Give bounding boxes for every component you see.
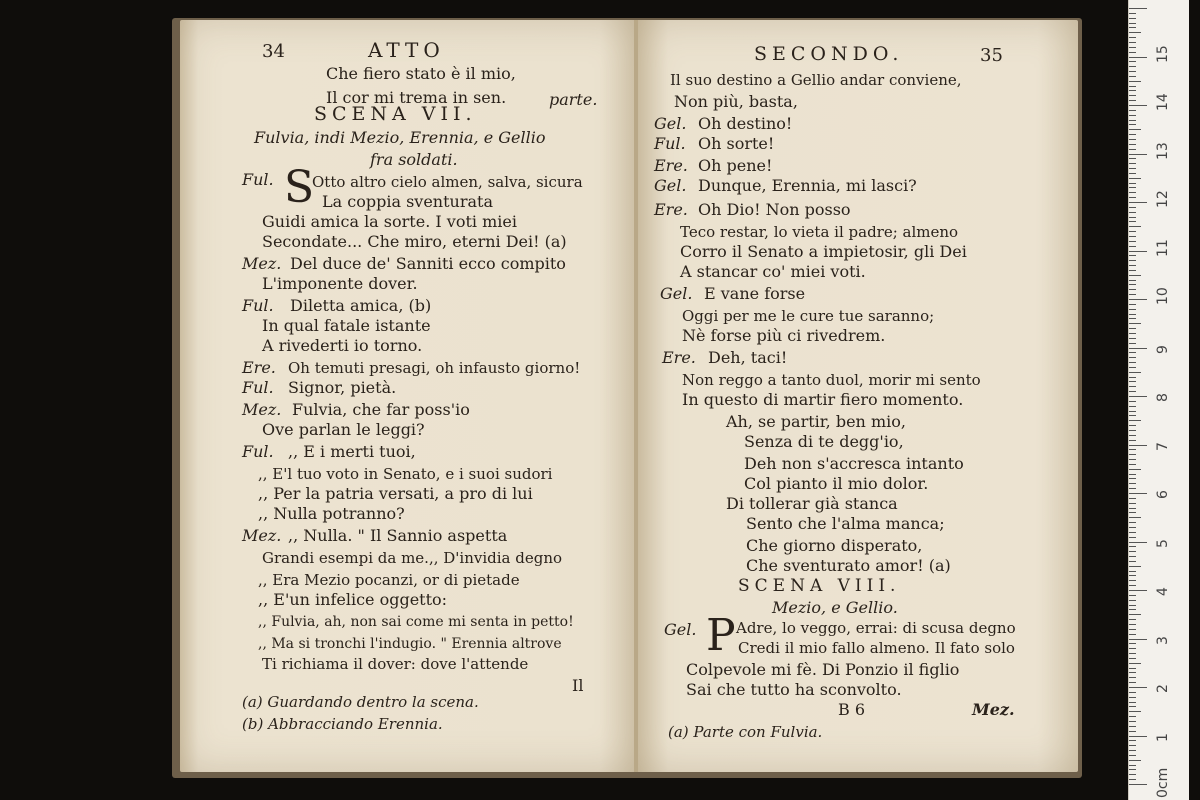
ruler-tick: [1129, 260, 1136, 261]
ruler-tick: [1129, 687, 1147, 688]
ruler-tick: [1129, 779, 1136, 780]
text-line: Otto altro cielo almen, salva, sicura: [312, 173, 583, 191]
ruler-label: 6: [1155, 490, 1171, 499]
scene-characters: fra soldati.: [370, 150, 458, 169]
text-line: Di tollerar già stanca: [726, 494, 898, 513]
ruler-tick: [1129, 614, 1141, 615]
ruler-tick: [1129, 571, 1136, 572]
text-line: ,, Fulvia, ah, non sai come mi senta in petto!: [258, 614, 574, 630]
text-line: A stancar co' miei voti.: [680, 262, 866, 281]
ruler-tick: [1129, 183, 1136, 184]
ruler-tick: [1129, 736, 1147, 737]
ruler-tick: [1129, 415, 1136, 416]
ruler-tick: [1129, 270, 1136, 271]
text-line: Che giorno disperato,: [746, 536, 923, 555]
text-line: Del duce de' Sanniti ecco compito: [290, 254, 566, 273]
scene-characters: Fulvia, indi Mezio, Erennia, e Gellio: [254, 128, 546, 147]
ruler-tick: [1129, 692, 1136, 693]
scene-heading: SCENA VIII.: [738, 576, 901, 596]
ruler-tick: [1129, 396, 1147, 397]
text-line: Oh pene!: [698, 156, 773, 175]
ruler-tick: [1129, 483, 1136, 484]
ruler-tick: [1129, 517, 1141, 518]
ruler-tick: [1129, 769, 1136, 770]
text-line: Il suo destino a Gellio andar conviene,: [670, 71, 962, 89]
ruler-tick: [1129, 280, 1136, 281]
text-line: Ove parlan le leggi?: [262, 420, 425, 439]
ruler-label: 9: [1155, 344, 1171, 354]
text-line: Non più, basta,: [674, 92, 798, 111]
text-line: A rivederti io torno.: [262, 336, 423, 355]
ruler-tick: [1129, 600, 1136, 601]
ruler-tick: [1129, 425, 1136, 426]
ruler-tick: [1129, 639, 1147, 640]
ruler-tick: [1129, 648, 1136, 649]
footnote: (a) Guardando dentro la scena.: [242, 693, 479, 711]
ruler-tick: [1129, 406, 1136, 407]
ruler-tick: [1129, 474, 1136, 475]
ruler-tick: [1129, 512, 1136, 513]
ruler-tick: [1129, 197, 1136, 198]
speaker-label: Ful.: [242, 378, 274, 397]
text-line: Col pianto il mio dolor.: [744, 474, 929, 493]
ruler-tick: [1129, 711, 1141, 712]
text-line: Oh sorte!: [698, 134, 775, 153]
ruler-tick: [1129, 721, 1136, 722]
ruler-tick: [1129, 386, 1136, 387]
text-line: Ah, se partir, ben mio,: [726, 412, 906, 431]
ruler-tick: [1129, 430, 1136, 431]
ruler-label: 0cm: [1155, 767, 1171, 798]
speaker-label: Gel.: [660, 284, 693, 303]
ruler-tick: [1129, 532, 1136, 533]
text-line: Ti richiama il dover: dove l'attende: [262, 655, 529, 673]
text-line: Senza di te degg'io,: [744, 432, 904, 451]
ruler-tick: [1129, 362, 1136, 363]
right-running-head: SECONDO.: [754, 43, 904, 65]
text-line: Deh non s'accresca intanto: [744, 454, 964, 473]
text-line: Credi il mio fallo almeno. Il fato solo: [738, 639, 1015, 657]
ruler-tick: [1129, 643, 1136, 644]
ruler-tick: [1129, 653, 1136, 654]
speaker-label: Mez.: [242, 526, 282, 545]
ruler-tick: [1129, 774, 1136, 775]
ruler-tick: [1129, 27, 1136, 28]
ruler-tick: [1129, 57, 1147, 58]
ruler-tick: [1129, 556, 1136, 557]
left-page-number: 34: [262, 41, 285, 62]
ruler-tick: [1129, 129, 1141, 130]
speaker-label: Gel.: [654, 114, 687, 133]
ruler-tick: [1129, 449, 1136, 450]
ruler-tick: [1129, 163, 1136, 164]
ruler-tick: [1129, 90, 1136, 91]
text-line: E vane forse: [704, 284, 806, 303]
text-line: ,, Per la patria versati, a pro di lui: [258, 484, 533, 503]
ruler-tick: [1129, 561, 1136, 562]
text-line: Secondate... Che miro, eterni Dei! (a): [262, 232, 567, 251]
ruler-label: 7: [1155, 441, 1171, 451]
ruler-tick: [1129, 309, 1136, 310]
ruler-tick: [1129, 299, 1147, 300]
ruler-label: 10: [1155, 287, 1171, 305]
ruler-tick: [1129, 178, 1141, 179]
ruler-tick: [1129, 546, 1136, 547]
speaker-label: Ere.: [654, 156, 688, 175]
ruler-tick: [1129, 333, 1136, 334]
text-line: ,, Ma si tronchi l'indugio. " Erennia altrove: [258, 636, 562, 652]
ruler-tick: [1129, 304, 1136, 305]
ruler-tick: [1129, 435, 1136, 436]
ruler-tick: [1129, 284, 1136, 285]
ruler-tick: [1129, 522, 1136, 523]
ruler-tick: [1129, 149, 1136, 150]
ruler-tick: [1129, 784, 1147, 785]
left-running-head: ATTO: [368, 38, 445, 62]
ruler-label: 13: [1155, 141, 1171, 160]
ruler-tick: [1129, 100, 1136, 101]
ruler-tick: [1129, 682, 1136, 683]
ruler-label: 1: [1155, 732, 1171, 742]
ruler-tick: [1129, 81, 1141, 82]
ruler-tick: [1129, 454, 1136, 455]
text-line: Diletta amica, (b): [290, 296, 432, 315]
ruler-tick: [1129, 231, 1136, 232]
ruler-tick: [1129, 139, 1136, 140]
speaker-label: Ful.: [242, 442, 274, 461]
text-line: Oggi per me le cure tue saranno;: [682, 307, 935, 325]
ruler-tick: [1129, 357, 1136, 358]
ruler-tick: [1129, 663, 1141, 664]
ruler-label: 5: [1155, 538, 1171, 548]
text-line: ,, Nulla. " Il Sannio aspetta: [288, 526, 508, 545]
ruler-label: 3: [1155, 635, 1171, 645]
ruler-tick: [1129, 411, 1136, 412]
ruler-tick: [1129, 173, 1136, 174]
ruler-tick: [1129, 168, 1136, 169]
ruler-tick: [1129, 18, 1136, 19]
text-line: ,, E i merti tuoi,: [288, 442, 416, 461]
ruler-tick: [1129, 760, 1141, 761]
ruler-tick: [1129, 629, 1136, 630]
text-line: Sento che l'alma manca;: [746, 514, 945, 533]
speaker-label: Ful.: [654, 134, 686, 153]
ruler-tick: [1129, 110, 1136, 111]
ruler-tick: [1129, 71, 1136, 72]
text-line: ,, E'un infelice oggetto:: [258, 590, 448, 609]
stage-direction: parte.: [549, 90, 598, 109]
ruler-tick: [1129, 251, 1147, 252]
text-line: ,, Era Mezio pocanzi, or di pietade: [258, 571, 520, 589]
catchword: Il: [572, 676, 584, 695]
text-line: ,, E'l tuo voto in Senato, e i suoi sudori: [258, 465, 553, 483]
ruler-tick: [1129, 255, 1136, 256]
text-line: La coppia sventurata: [322, 192, 493, 211]
speaker-label: Ere.: [242, 358, 276, 377]
ruler-tick: [1129, 246, 1136, 247]
ruler-tick: [1129, 464, 1136, 465]
ruler-tick: [1129, 590, 1147, 591]
ruler-tick: [1129, 217, 1136, 218]
text-line: Non reggo a tanto duol, morir mi sento: [682, 371, 981, 389]
signature-mark: B 6: [838, 700, 866, 719]
ruler-tick: [1129, 265, 1136, 266]
ruler-tick: [1129, 575, 1136, 576]
text-line: Il cor mi trema in sen.: [326, 88, 507, 107]
ruler-tick: [1129, 23, 1136, 24]
ruler-tick: [1129, 226, 1141, 227]
drop-cap: S: [284, 162, 315, 213]
ruler-tick: [1129, 47, 1136, 48]
text-line: Oh temuti presagi, oh infausto giorno!: [288, 359, 581, 377]
catchword: Mez.: [972, 700, 1015, 719]
text-line: Che fiero stato è il mio,: [326, 64, 516, 83]
ruler-label: 2: [1155, 684, 1171, 693]
ruler-tick: [1129, 314, 1136, 315]
speaker-label: Gel.: [654, 176, 687, 195]
text-line: L'imponente dover.: [262, 274, 418, 293]
speaker-label: Ful.: [242, 170, 274, 189]
ruler-tick: [1129, 187, 1136, 188]
ruler-tick: [1129, 124, 1136, 125]
ruler-label: 4: [1155, 587, 1171, 596]
ruler-tick: [1129, 241, 1136, 242]
ruler-tick: [1129, 66, 1136, 67]
speaker-label: Mez.: [242, 254, 282, 273]
text-line: Deh, taci!: [708, 348, 788, 367]
ruler-tick: [1129, 212, 1136, 213]
ruler-tick: [1129, 580, 1136, 581]
ruler-tick: [1129, 503, 1136, 504]
ruler-tick: [1129, 401, 1136, 402]
ruler-tick: [1129, 372, 1141, 373]
ruler-tick: [1129, 318, 1136, 319]
text-line: Teco restar, lo vieta il padre; almeno: [680, 223, 959, 241]
ruler-tick: [1129, 605, 1136, 606]
ruler-tick: [1129, 86, 1136, 87]
ruler-tick: [1129, 367, 1136, 368]
ruler-tick: [1129, 658, 1136, 659]
ruler-tick: [1129, 551, 1136, 552]
ruler-tick: [1129, 144, 1136, 145]
ruler-tick: [1129, 338, 1136, 339]
ruler-tick: [1129, 668, 1136, 669]
ruler-tick: [1129, 105, 1147, 106]
ruler-tick: [1129, 498, 1136, 499]
text-line: In questo di martir fiero momento.: [682, 390, 964, 409]
ruler-tick: [1129, 745, 1136, 746]
ruler-tick: [1129, 328, 1136, 329]
ruler-tick: [1129, 566, 1141, 567]
ruler-tick: [1129, 192, 1136, 193]
text-line: Nè forse più ci rivedrem.: [682, 326, 886, 345]
ruler-tick: [1129, 207, 1136, 208]
ruler-tick: [1129, 158, 1136, 159]
footnote: (a) Parte con Fulvia.: [668, 723, 823, 741]
ruler-tick: [1129, 508, 1136, 509]
speaker-label: Ere.: [654, 200, 688, 219]
ruler-tick: [1129, 42, 1136, 43]
ruler-tick: [1129, 595, 1136, 596]
text-line: Dunque, Erennia, mi lasci?: [698, 176, 917, 195]
ruler-tick: [1129, 672, 1136, 673]
drop-cap: P: [706, 610, 736, 661]
ruler-tick: [1129, 697, 1136, 698]
ruler-tick: [1129, 469, 1141, 470]
ruler-tick: [1129, 677, 1136, 678]
measurement-ruler: [1128, 0, 1189, 800]
ruler-tick: [1129, 13, 1136, 14]
ruler-tick: [1129, 154, 1147, 155]
ruler-tick: [1129, 134, 1136, 135]
text-line: Oh destino!: [698, 114, 793, 133]
text-line: Fulvia, che far poss'io: [292, 400, 470, 419]
ruler-tick: [1129, 76, 1136, 77]
ruler-tick: [1129, 488, 1136, 489]
ruler-tick: [1129, 8, 1147, 9]
text-line: Corro il Senato a impietosir, gli Dei: [680, 242, 967, 261]
ruler-tick: [1129, 352, 1136, 353]
ruler-tick: [1129, 95, 1136, 96]
text-line: Colpevole mi fè. Di Ponzio il figlio: [686, 660, 960, 679]
ruler-tick: [1129, 726, 1136, 727]
text-line: Oh Dio! Non posso: [698, 200, 851, 219]
text-line: Guidi amica la sorte. I voti miei: [262, 212, 517, 231]
ruler-tick: [1129, 706, 1136, 707]
right-page-number: 35: [980, 45, 1003, 66]
ruler-tick: [1129, 619, 1136, 620]
footnote: (b) Abbracciando Erennia.: [242, 715, 443, 733]
ruler-tick: [1129, 202, 1147, 203]
ruler-tick: [1129, 765, 1136, 766]
scene-heading: SCENA VII.: [314, 103, 477, 125]
ruler-tick: [1129, 37, 1136, 38]
speaker-label: Ere.: [662, 348, 696, 367]
ruler-tick: [1129, 445, 1147, 446]
ruler-label: 12: [1155, 190, 1171, 208]
ruler-tick: [1129, 624, 1136, 625]
ruler-tick: [1129, 609, 1136, 610]
text-line: Signor, pietà.: [288, 378, 397, 397]
ruler-tick: [1129, 755, 1136, 756]
scene-characters: Mezio, e Gellio.: [772, 598, 898, 617]
ruler-tick: [1129, 634, 1136, 635]
ruler-tick: [1129, 221, 1136, 222]
ruler-tick: [1129, 527, 1136, 528]
ruler-tick: [1129, 343, 1136, 344]
ruler-tick: [1129, 52, 1136, 53]
ruler-tick: [1129, 750, 1136, 751]
speaker-label: Gel.: [664, 620, 697, 639]
ruler-tick: [1129, 493, 1147, 494]
ruler-tick: [1129, 585, 1136, 586]
ruler-tick: [1129, 478, 1136, 479]
ruler-label: 14: [1155, 93, 1171, 111]
ruler-tick: [1129, 420, 1141, 421]
ruler-tick: [1129, 323, 1141, 324]
ruler-tick: [1129, 381, 1136, 382]
ruler-tick: [1129, 275, 1141, 276]
text-line: In qual fatale istante: [262, 316, 431, 335]
ruler-tick: [1129, 32, 1141, 33]
ruler-tick: [1129, 120, 1136, 121]
ruler-tick: [1129, 115, 1136, 116]
ruler-tick: [1129, 702, 1136, 703]
ruler-tick: [1129, 731, 1136, 732]
ruler-tick: [1129, 391, 1136, 392]
text-line: Adre, lo veggo, errai: di scusa degno: [736, 619, 1016, 637]
ruler-tick: [1129, 289, 1136, 290]
ruler-label: 8: [1155, 393, 1171, 402]
ruler-tick: [1129, 236, 1136, 237]
ruler-label: 15: [1155, 44, 1171, 63]
ruler-tick: [1129, 440, 1136, 441]
ruler-tick: [1129, 537, 1136, 538]
text-line: ,, Nulla potranno?: [258, 504, 405, 523]
text-line: Grandi esempi da me.,, D'invidia degno: [262, 549, 563, 567]
ruler-tick: [1129, 542, 1147, 543]
speaker-label: Ful.: [242, 296, 274, 315]
ruler-label: 11: [1155, 238, 1171, 257]
ruler-tick: [1129, 716, 1136, 717]
ruler-tick: [1129, 294, 1136, 295]
ruler-tick: [1129, 740, 1136, 741]
ruler-tick: [1129, 348, 1147, 349]
text-line: Sai che tutto ha sconvolto.: [686, 680, 902, 699]
text-line: Che sventurato amor! (a): [746, 556, 951, 575]
ruler-tick: [1129, 61, 1136, 62]
ruler-tick: [1129, 459, 1136, 460]
ruler-tick: [1129, 377, 1136, 378]
speaker-label: Mez.: [242, 400, 282, 419]
